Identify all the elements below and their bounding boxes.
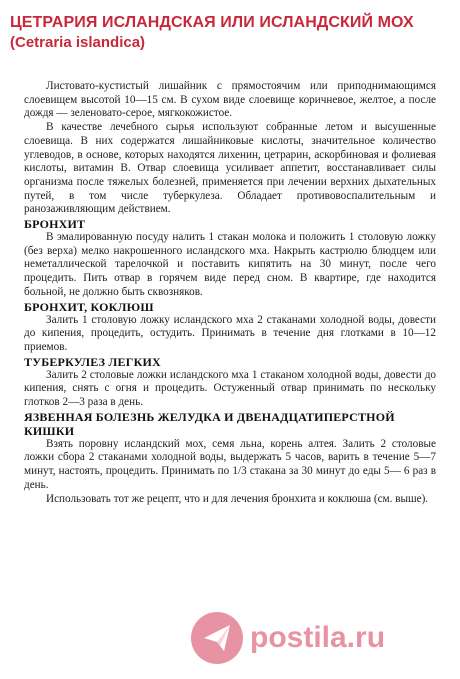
section-heading-bronchitis-whooping-cough: БРОНХИТ, КОКЛЮШ — [24, 299, 154, 314]
section-bronchitis-paragraph: В эмалированную посуду налить 1 стакан молока и положить 1 столовую ложку (без верха) мелко накрошенного исландского мха. Накрыть кастрюлю блюдцем или неметаллической тарелочкой и поставить кипятить на 30 минут, после чего процедить. Пить отвар в горячем виде перед сном. В квартире, где находится больной, не должно быть сквозняков. — [24, 231, 436, 298]
postila-logo-icon — [190, 611, 244, 665]
section-ulcer-paragraph-1: Взять поровну исландский мох, семя льна, корень алтея. Залить 2 столовые ложки сбора 2 стаканами холодной воды, выдержать 5 часов, варить в течение 5—7 минут, настоять, процедить. Принимать по 1/3 стакана за 30 минут до еды 5— 6 раз в день. — [24, 437, 436, 491]
section-whooping-cough-paragraph: Залить 1 столовую ложку исландского мха 2 стаканами холодной воды, довести до кипения, процедить, остудить. Принимать в течение дня глотками в 10—12 приемов. — [24, 313, 436, 353]
intro-paragraph-2: В качестве лечебного сырья используют собранные летом и высушенные слоевища. В них содержатся лишайниковые кислоты, значительное количество углеводов, в основе, которых находятся лихенин, цетрарин, аскорбиновая и фолиевая кислоты, витамин B. Отвар слоевища усиливает аппетит, восстанавливает силы организма после тяжелых болезней, применяется при лечении верхних дыхательных путей, в том числе туберкулеза. Обладает противовоспалительным и ранозаживляющим действием. — [24, 121, 436, 216]
section-tuberculosis-paragraph: Залить 2 столовые ложки исландского мха 1 стаканом холодной воды, довести до кипения, снять с огня и процедить. Остуженный отвар принимать по нескольку глотков 2—3 раза в день. — [24, 368, 436, 409]
watermark-text: postila.ru — [250, 621, 386, 654]
section-heading-bronchitis: БРОНХИТ — [24, 217, 86, 232]
watermark — [190, 607, 454, 669]
page-title: ЦЕТРАРИЯ ИСЛАНДСКАЯ ИЛИ ИСЛАНДСКИЙ МОХ — [10, 14, 414, 31]
intro-paragraph-1: Листовато-кустистый лишайник с прямостоячим или приподнимающимся слоевищем высотой 10—15 см. В сухом виде слоевище коричневое, желтое, а после дождя — зеленовато-серое, мягкокожистое. — [24, 80, 436, 120]
header — [10, 14, 450, 52]
section-heading-ulcer: ЯЗВЕННАЯ БОЛЕЗНЬ ЖЕЛУДКА И ДВЕНАДЦАТИПЕРСТНОЙ КИШКИ — [24, 409, 395, 438]
article-body — [24, 80, 436, 506]
section-heading-tuberculosis: ТУБЕРКУЛЕЗ ЛЕГКИХ — [24, 354, 161, 369]
section-ulcer-paragraph-2: Использовать тот же рецепт, что и для лечения бронхита и коклюша (см. выше). — [46, 492, 429, 505]
page-subtitle: (Cetraria islandica) — [10, 34, 146, 51]
